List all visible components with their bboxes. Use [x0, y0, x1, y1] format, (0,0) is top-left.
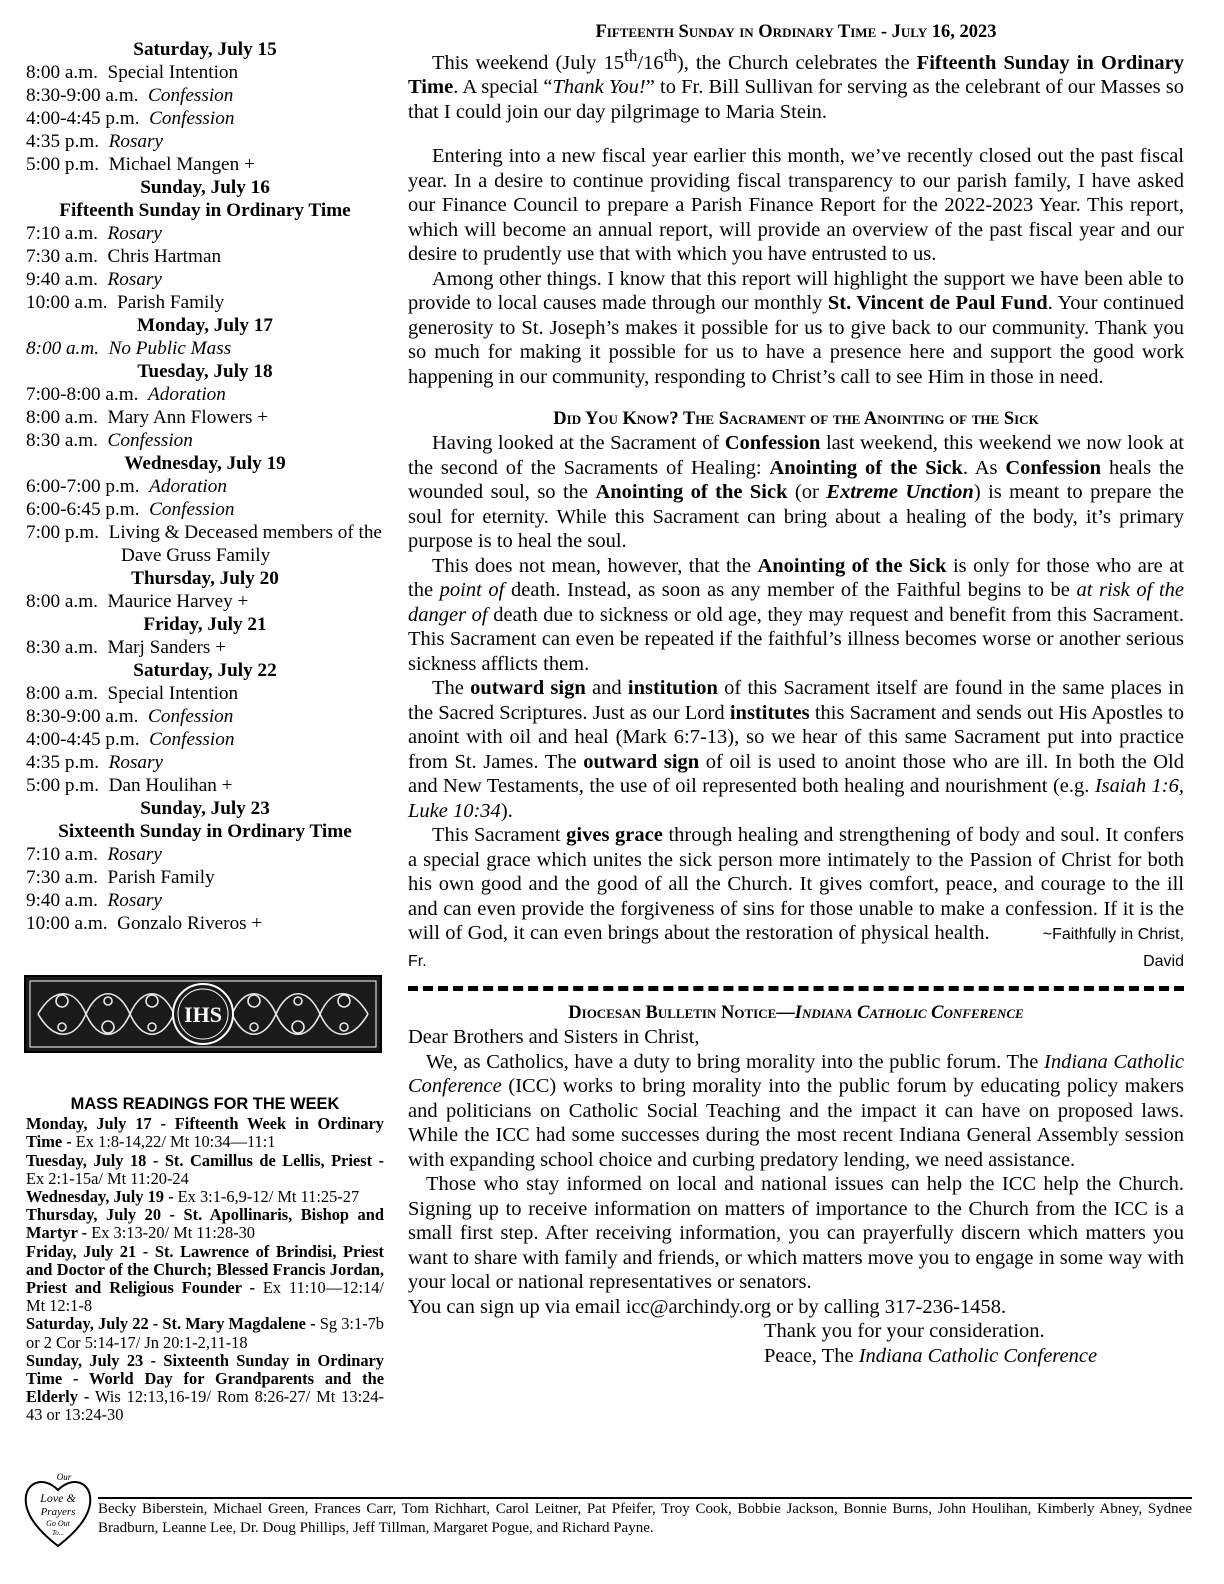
schedule-entry [26, 636, 384, 659]
contact-line: You can sign up via email icc@archindy.org or by calling 317-236-1458. [408, 1295, 1007, 1318]
schedule-intention: Rosary [108, 752, 163, 773]
text-run: ), the Church celebrates the [676, 51, 917, 74]
text-run: th [663, 46, 677, 65]
text-run: This Sacrament [432, 824, 567, 847]
ihs-monogram: IHS [184, 1002, 222, 1027]
text-run: outward sign [470, 677, 586, 700]
article3-heading-italic: Indiana Catholic Conference [794, 1003, 1024, 1024]
schedule-entry [26, 245, 384, 268]
text-run: and [585, 677, 628, 700]
text-run: Anointing of the Sick [769, 456, 963, 479]
schedule-entry [26, 406, 384, 429]
text-run: of oil is used to anoint those who are ill. In both the Old and New Testaments, the use of oil represented both healing and nourishment (e.g. [408, 750, 1184, 798]
text-run: This does not mean, however, that the [432, 554, 758, 577]
readings-title: MASS READINGS FOR THE WEEK [70, 1095, 340, 1113]
text-run: at risk of the danger of [408, 579, 1185, 626]
schedule-entry [26, 889, 384, 912]
closing-thanks: Thank you for your consideration. [764, 1320, 1045, 1343]
section-divider [408, 986, 1184, 991]
schedule-intention: Adoration [149, 476, 227, 497]
schedule-time: 4:35 p.m. [26, 131, 100, 152]
schedule-entry [26, 590, 384, 613]
article2-heading: Did You Know? The Sacrament of the Anointing of the Sick [553, 409, 1039, 430]
schedule-day-subtitle: Fifteenth Sunday in Ordinary Time [59, 200, 351, 221]
schedule-entry [26, 751, 384, 774]
schedule-intention: Confession [149, 729, 235, 750]
reading-item [26, 1315, 384, 1351]
schedule-intention: Mary Ann Flowers + [107, 407, 269, 428]
article1-paragraph [408, 267, 1184, 390]
reading-item [26, 1115, 384, 1151]
text-run: . A special “ [453, 76, 553, 99]
schedule-entry [26, 337, 384, 360]
article3-heading-prefix: Diocesan Bulletin Notice— [568, 1003, 795, 1024]
schedule-time: 8:30-9:00 a.m. [26, 706, 139, 727]
schedule-intention: Adoration [148, 384, 226, 405]
schedule-intention: Rosary [108, 131, 163, 152]
schedule-entry [26, 84, 384, 107]
reading-day-label: Wednesday, July 19 - [26, 1187, 174, 1207]
schedule-intention: Maurice Harvey + [107, 591, 249, 612]
footer-rule [98, 1497, 1192, 1499]
schedule-day-heading: Monday, July 17 [137, 315, 273, 336]
text-run: The [432, 677, 471, 700]
right-column [408, 20, 1184, 1368]
text-run: gives grace [566, 824, 663, 847]
schedule-intention: Michael Mangen + [108, 154, 255, 175]
schedule-time: 5:00 p.m. [26, 154, 100, 175]
reading-citations: Wis 12:13,16-19/ Rom 8:26-27/ Mt 13:24-43 or 13:24-30 [26, 1387, 384, 1425]
text-run: Thank You! [552, 76, 646, 99]
article3-paragraph [408, 1172, 1184, 1295]
text-run: (or [787, 481, 827, 504]
schedule-intention: Dan Houlihan + [108, 775, 233, 796]
text-run: ” to Fr. Bill Sullivan for serving as the celebrant of our Masses so that I could join our day pilgrimage to Maria Stein. [408, 76, 1184, 123]
text-run: outward sign [583, 750, 700, 773]
logo-text-line: To... [51, 1529, 65, 1537]
schedule-day-subtitle: Sixteenth Sunday in Ordinary Time [58, 821, 352, 842]
schedule-time: 10:00 a.m. [26, 913, 108, 934]
schedule-entry [26, 728, 384, 751]
schedule-entry [26, 383, 384, 406]
schedule-intention: Rosary [107, 269, 162, 290]
text-run: heals the wounded soul, so the [408, 456, 1184, 504]
schedule-time: 7:00 p.m. [26, 522, 100, 543]
reading-day-label: Monday, July 17 - Fifteenth Week in Ordinary Time - [26, 1114, 384, 1152]
schedule-intention: No Public Mass [108, 338, 232, 359]
schedule-time: 8:30 a.m. [26, 637, 98, 658]
schedule-day-heading: Saturday, July 22 [133, 660, 277, 681]
reading-item [26, 1243, 384, 1316]
reading-day-label: Saturday, July 22 - St. Mary Magdalene - [26, 1314, 316, 1334]
closing-peace [408, 1344, 1184, 1369]
schedule-intention: Gonzalo Riveros + [117, 913, 263, 934]
reading-citations: Sg 3:1-7b or 2 Cor 5:14-17/ Jn 20:1-2,11-18 [26, 1314, 384, 1352]
schedule-entry [26, 682, 384, 705]
readings-list [26, 1115, 384, 1424]
decorative-banner [24, 975, 382, 1053]
text-run: Among other things. I know that this report will highlight the support we have been able to provide to local causes made through our monthly [408, 267, 1184, 315]
schedule-entry [26, 866, 384, 889]
schedule-time: 4:00-4:45 p.m. [26, 729, 140, 750]
schedule-intention: Rosary [107, 890, 162, 911]
text-run: death. Instead, as soon as any member of the Faithful begins to be [504, 579, 1077, 602]
schedule-intention: Living & Deceased members of the Dave Gruss Family [108, 522, 382, 566]
reading-citations: Ex 1:8-14,22/ Mt 10:34—11:1 [71, 1132, 276, 1152]
schedule-entry [26, 475, 384, 498]
text-run: . Your continued generosity to St. Joseph’s makes it possible for us to give back to our community. Thank you so much for making it possible for us to have a presence here and support the good work happening in our community, responding to Christ’s call to see Him in those in need. [408, 292, 1184, 388]
text-run: Indiana Catholic Conference [408, 1050, 1184, 1098]
schedule-time: 6:00-7:00 p.m. [26, 476, 140, 497]
schedule-entry [26, 705, 384, 728]
schedule-time: 6:00-6:45 p.m. [26, 499, 140, 520]
text-run: Confession [1005, 456, 1102, 479]
schedule-time: 4:35 p.m. [26, 752, 100, 773]
text-run: is only for those who are at the [408, 554, 1184, 602]
schedule-entry [26, 107, 384, 130]
text-run: Fifteenth Sunday in Ordinary Time [408, 51, 1184, 99]
schedule-intention: Confession [148, 85, 234, 106]
text-run: Entering into a new fiscal year earlier this month, we’ve recently closed out the past fiscal year. In a desire to continue providing fiscal transparency to our parish family, I have asked our Finance Council to prepare a Parish Finance Report for the 2022-2023 Year. This report, which will become an annual report, will provide an overview of the past fiscal year and our desire to prudently use that with which you have entrusted to us. [408, 145, 1184, 266]
reading-item [26, 1352, 384, 1425]
schedule-intention: Rosary [107, 844, 162, 865]
text-run: Isaiah 1:6, Luke 10:34 [408, 775, 1185, 822]
article2-paragraph [408, 823, 1184, 974]
schedule-day-heading: Sunday, July 23 [140, 798, 270, 819]
schedule-entry [26, 429, 384, 452]
reading-day-label: Friday, July 21 - St. Lawrence of Brindisi, Priest and Doctor of the Church; Blessed Francis Jordan, Priest and Religious Founder - [26, 1241, 384, 1298]
reading-citations: Ex 3:1-6,9-12/ Mt 11:25-27 [173, 1187, 360, 1207]
salutation: Dear Brothers and Sisters in Christ, [408, 1026, 700, 1049]
closing-peace-italic: Indiana Catholic Conference [858, 1344, 1098, 1367]
reading-item [26, 1188, 384, 1206]
schedule-time: 10:00 a.m. [26, 292, 108, 313]
text-run: through healing and strengthening of body and soul. It confers a special grace which unites the sick person more intimately to the Passion of Christ for both his own good and the good of all the Church. It gives comfort, peace, and courage to the ill and can even provide the forgiveness of sins for those unable to make a confession. If it is the will of God, it can even brings about the restoration of physical health. [408, 824, 1184, 945]
schedule-time: 9:40 a.m. [26, 890, 98, 911]
prayer-names: Becky Biberstein, Michael Green, Frances Carr, Tom Richhart, Carol Leitner, Pat Pfeifer, Troy Cook, Bobbie Jackson, Bonnie Burns, John Houlihan, Kimberly Abney, Sydnee Bradburn, Leanne Lee, Dr. Doug Phillips, Jeff Tillman, Margaret Pogue, and Richard Payne. [98, 1501, 1192, 1536]
text-run: death due to sickness or old age, they may request and benefit from this Sacrament. This Sacrament can even be repeated if the faithful’s illness becomes worse or another serious sickness afflicts them. [408, 603, 1184, 675]
text-run: Confession [724, 432, 821, 455]
text-run: th [624, 46, 638, 65]
text-run: This weekend (July 15 [432, 51, 625, 74]
left-column [26, 38, 384, 1425]
schedule-intention: Parish Family [107, 867, 215, 888]
schedule-entry [26, 291, 384, 314]
reading-day-label: Thursday, July 20 - St. Apollinaris, Bishop and Martyr - [26, 1205, 384, 1243]
text-run: Anointing of the Sick [595, 481, 788, 504]
text-run: . As [962, 456, 1006, 479]
schedule-day-heading: Sunday, July 16 [140, 177, 270, 198]
schedule-entry [26, 843, 384, 866]
article3-paragraph [408, 1050, 1184, 1173]
closing-peace-prefix: Peace, The [764, 1344, 859, 1367]
reading-day-label: Tuesday, July 18 - St. Camillus de Lellis, Priest - [26, 1150, 384, 1170]
reading-citations: Ex 3:13-20/ Mt 11:28-30 [87, 1223, 255, 1243]
logo-text-line: Prayers [40, 1506, 76, 1518]
text-run: ) is meant to prepare the soul for eternity. While this Sacrament can bring about a healing of the body, it’s primary purpose is to heal the soul. [408, 481, 1185, 553]
schedule-time: 8:00 a.m. [26, 62, 98, 83]
reading-citations: Ex 2:1-15a/ Mt 11:20-24 [26, 1168, 189, 1188]
schedule-time: 7:30 a.m. [26, 246, 98, 267]
text-run: institutes [729, 701, 810, 724]
text-run: institution [627, 677, 718, 700]
schedule-entry [26, 498, 384, 521]
schedule-entry [26, 222, 384, 245]
schedule-entry [26, 61, 384, 84]
schedule-time: 8:00 a.m. [26, 683, 98, 704]
text-run: of this Sacrament itself are found in the same places in the Sacred Scriptures. Just as our Lord [408, 677, 1185, 724]
schedule-day-heading: Friday, July 21 [143, 614, 267, 635]
schedule-entry [26, 153, 384, 176]
mass-schedule [26, 38, 384, 935]
schedule-intention: Confession [148, 706, 234, 727]
schedule-time: 8:30 a.m. [26, 430, 98, 451]
mass-readings [26, 1095, 384, 1425]
schedule-entry [26, 521, 384, 567]
schedule-time: 7:10 a.m. [26, 844, 98, 865]
schedule-intention: Confession [149, 499, 235, 520]
logo-text-line: Love & [40, 1491, 76, 1505]
schedule-intention: Confession [149, 108, 235, 129]
schedule-intention: Marj Sanders + [107, 637, 227, 658]
love-and-prayers-logo [22, 1470, 94, 1550]
schedule-time: 8:00 a.m. [26, 591, 98, 612]
schedule-time: 4:00-4:45 p.m. [26, 108, 140, 129]
reading-item [26, 1152, 384, 1188]
schedule-intention: Parish Family [117, 292, 225, 313]
article1-heading: Fifteenth Sunday in Ordinary Time - July 16, 2023 [595, 22, 997, 42]
schedule-time: 8:00 a.m. [26, 407, 98, 428]
text-run: Those who stay informed on local and national issues can help the ICC help the Church. Signing up to receive information on matters of importance to the Church from the ICC is a small first step. After receiving information, you can prayerfully discern which matters you want to share with family and friends, or which matters move you to engage in some way with your local or national representatives or senators. [408, 1173, 1184, 1294]
reading-item [26, 1206, 384, 1242]
text-run: We, as Catholics, have a duty to bring morality into the public forum. The [426, 1050, 1044, 1073]
text-run: point of [439, 579, 505, 602]
schedule-intention: Special Intention [107, 683, 239, 704]
article1-paragraph [408, 144, 1184, 267]
text-run: St. Vincent de Paul Fund [827, 292, 1048, 315]
article2-paragraph [408, 676, 1184, 823]
article2-paragraph [408, 554, 1184, 677]
article3-heading [408, 1001, 1184, 1025]
schedule-entry [26, 912, 384, 935]
article2-paragraph [408, 431, 1184, 554]
schedule-day-heading: Saturday, July 15 [133, 39, 277, 60]
schedule-time: 8:30-9:00 a.m. [26, 85, 139, 106]
text-run: Having looked at the Sacrament of [432, 432, 725, 455]
schedule-intention: Rosary [107, 223, 162, 244]
schedule-entry [26, 774, 384, 797]
signoff: ~Faithfully in Christ, Fr. David [408, 926, 1185, 970]
schedule-day-heading: Thursday, July 20 [131, 568, 279, 589]
schedule-intention: Confession [107, 430, 193, 451]
schedule-intention: Special Intention [107, 62, 239, 83]
schedule-time: 5:00 p.m. [26, 775, 100, 796]
schedule-day-heading: Tuesday, July 18 [137, 361, 273, 382]
article1-paragraph [408, 44, 1184, 124]
schedule-time: 7:00-8:00 a.m. [26, 384, 139, 405]
schedule-time: 7:10 a.m. [26, 223, 98, 244]
text-run: this Sacrament and sends out His Apostles to anoint with oil and heal (Mark 6:7-13), so we hear of this same Sacrament put into practice from St. James. The [408, 701, 1184, 773]
schedule-entry [26, 268, 384, 291]
text-run: ). [500, 799, 513, 822]
text-run: Anointing of the Sick [757, 554, 947, 577]
reading-citations: Ex 11:10—12:14/ Mt 12:1-8 [26, 1278, 384, 1316]
logo-text-line: Our [56, 1472, 72, 1482]
text-run: (ICC) works to bring morality into the public forum by educating policy makers and politicians on Catholic Social Teaching and the impact it can have on proposed laws. While the ICC had some successes during the most recent Indiana General Assembly session with expanding school choice and curbing predatory lending, we need assistance. [408, 1075, 1184, 1171]
logo-text-line: Go Out [46, 1519, 70, 1528]
reading-day-label: Sunday, July 23 - Sixteenth Sunday in Ordinary Time - World Day for Grandparents and the Elderly - [26, 1350, 384, 1407]
text-run: Extreme Unction [826, 481, 974, 504]
prayer-list [22, 1470, 1192, 1570]
schedule-time: 8:00 a.m. [26, 338, 100, 359]
text-run: /16 [637, 51, 664, 74]
schedule-time: 9:40 a.m. [26, 269, 98, 290]
schedule-intention: Chris Hartman [107, 246, 222, 267]
text-run: last weekend, this weekend we now look at the second of the Sacraments of Healing: [408, 432, 1184, 479]
schedule-time: 7:30 a.m. [26, 867, 98, 888]
schedule-entry [26, 130, 384, 153]
schedule-day-heading: Wednesday, July 19 [124, 453, 286, 474]
